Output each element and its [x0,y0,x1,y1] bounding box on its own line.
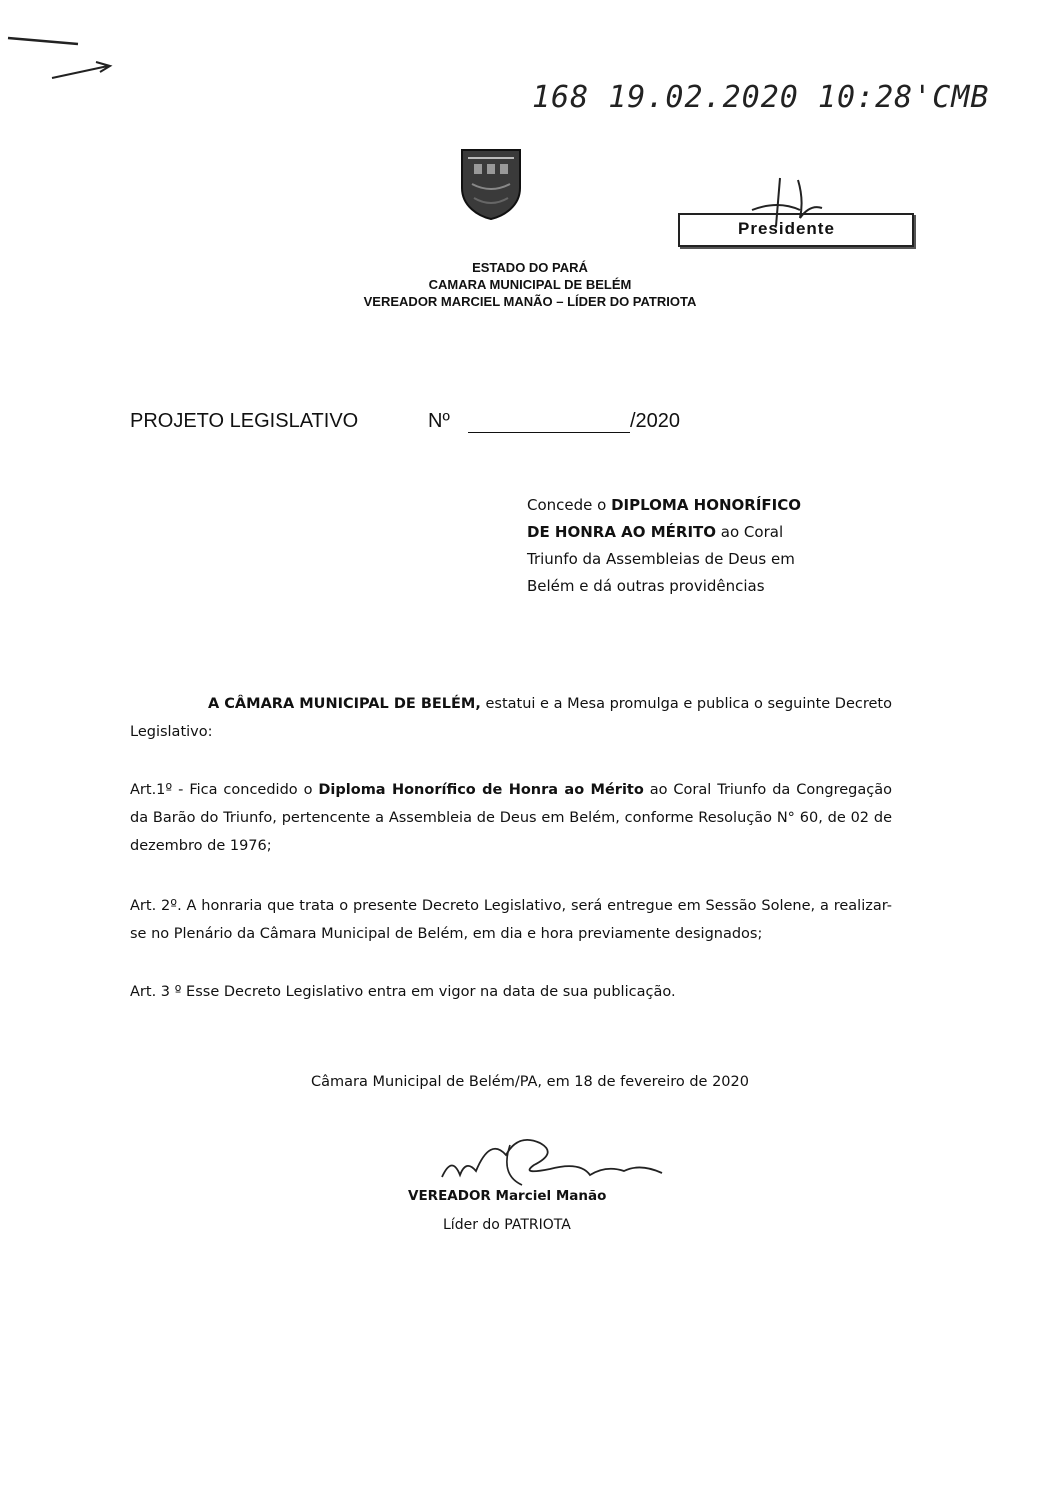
project-number-blank [468,432,630,433]
art1-bold: Diploma Honorífico de Honra ao Mérito [318,782,644,798]
summary-ementa [527,492,827,600]
header-councilor: VEREADOR MARCIEL MANÃO – LÍDER DO PATRIOTA [363,294,697,309]
header-chamber: CAMARA MUNICIPAL DE BELÉM [428,277,632,292]
article-3: Art. 3 º Esse Decreto Legislativo entra em vigor na data de sua publicação. [130,984,676,1000]
signer-name: VEREADOR Marciel Manão [408,1188,607,1204]
intro-bold: A CÂMARA MUNICIPAL DE BELÉM, [208,696,481,712]
project-label: PROJETO LEGISLATIVO [130,410,359,432]
presidente-label: Presidente [738,219,835,238]
protocol-stamp [500,72,1040,132]
intro-rest: estatui e a Mesa promulga e publica o seguinte Decreto Legislativo: [130,696,892,740]
summary-bold: DIPLOMA HONORÍFICO DE HONRA AO MÉRITO [527,496,801,541]
scribble-mark [0,0,140,100]
protocol-text: 168 19.02.2020 10:28'CMB [532,80,990,115]
coat-of-arms-icon [460,148,522,220]
project-year: /2020 [630,410,681,432]
intro-paragraph [130,690,892,746]
summary-lead: Concede o [527,496,612,514]
summary-rest: ao Coral Triunfo da Assembleias de Deus em Belém e dá outras providências [527,523,795,595]
signer-role: Líder do PATRIOTA [443,1217,571,1233]
header-state: ESTADO DO PARÁ [472,260,588,275]
article-1 [130,776,892,860]
presidente-stamp-box [678,213,914,247]
article-2: Art. 2º. A honraria que trata o presente Decreto Legislativo, será entregue em Sessão Solene, a realizar-se no Plenário da Câmara Municipal de Belém, em dia e hora previamente designados; [130,898,892,942]
project-number-prefix: Nº [428,410,450,432]
art1-lead: Art.1º - Fica concedido o [130,782,319,798]
art1-rest: ao Coral Triunfo da Congregação da Barão do Triunfo, pertencente a Assembleia de Deus em Belém, conforme Resolução N° 60, de 02 de dezembro de 1976; [130,782,892,854]
place-date: Câmara Municipal de Belém/PA, em 18 de fevereiro de 2020 [311,1074,749,1090]
